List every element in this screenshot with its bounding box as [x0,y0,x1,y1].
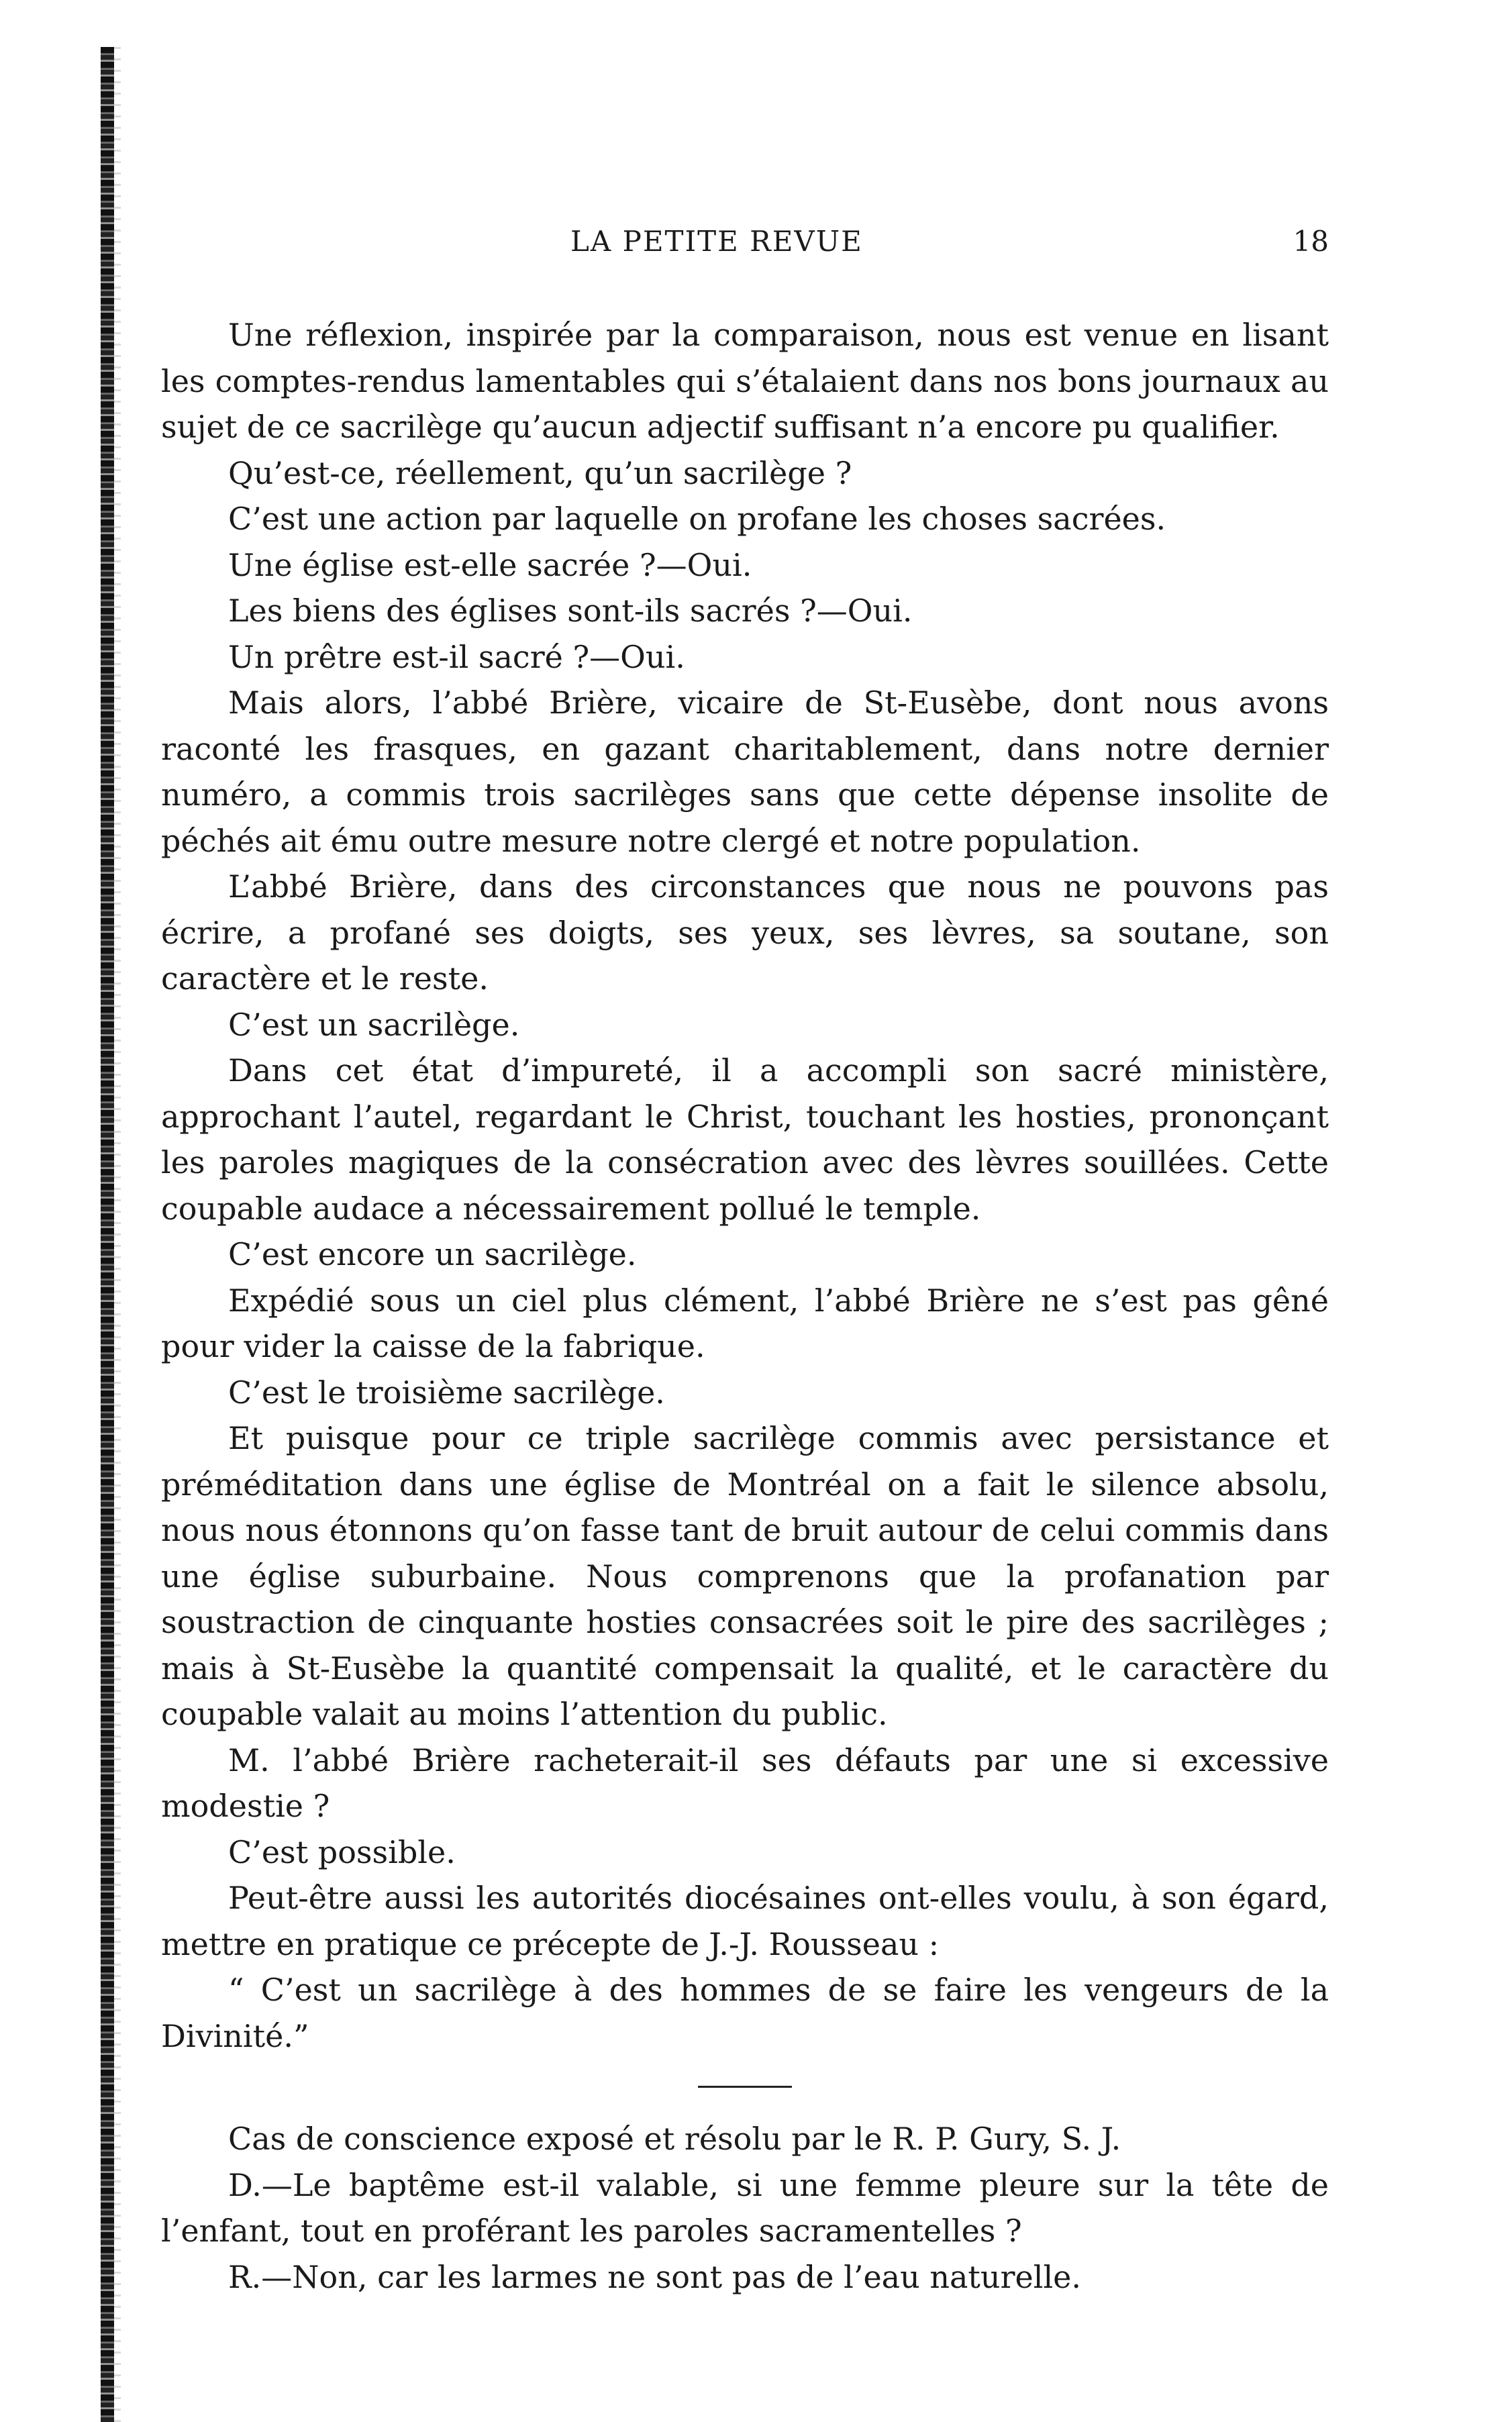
book-binding-edge [101,47,114,2422]
question-paragraph: D.—Le baptême est-il valable, si une femme pleure sur la tête de l’enfant, tout en proférant les paroles sacramentelles ? [161,2166,1329,2249]
article-body [161,312,1329,2300]
section-divider [698,2086,792,2088]
paragraph: C’est encore un sacrilège. [228,1236,637,1272]
paragraph: C’est possible. [228,1833,456,1870]
paragraph: Qu’est-ce, réellement, qu’un sacrilège ? [228,454,852,491]
paragraph: L’abbé Brière, dans des circonstances que nous ne pouvons pas écrire, a profané ses doigts, ses yeux, ses lèvres, sa soutane, son caractère et le reste. [161,868,1329,997]
paragraph: Mais alors, l’abbé Brière, vicaire de St-Eusèbe, dont nous avons raconté les frasques, en gazant charitablement, dans notre dernier numéro, a commis trois sacrilèges sans que cette dépense insolite de péchés ait ému outre mesure notre clergé et notre population. [161,685,1329,859]
binding-shadow [114,47,121,2422]
case-title: Cas de conscience exposé et résolu par le R. P. Gury, S. J. [228,2121,1121,2157]
paragraph: Dans cet état d’impureté, il a accompli son sacré ministère, approchant l’autel, regardant le Christ, touchant les hosties, prononçant les paroles magiques de la consécration avec des lèvres souillées. Cette coupable audace a nécessairement pollué le temple. [161,1052,1329,1227]
paragraph: Un prêtre est-il sacré ?—Oui. [228,638,685,675]
page-number: 18 [1293,225,1329,258]
paragraph: C’est le troisième sacrilège. [228,1374,665,1411]
paragraph: C’est une action par laquelle on profane les choses sacrées. [228,501,1166,537]
paragraph: Et puisque pour ce triple sacrilège commis avec persistance et préméditation dans une église de Montréal on a fait le silence absolu, nous nous étonnons qu’on fasse tant de bruit autour de celui commis dans une église suburbaine. Nous comprenons que la profanation par soustraction de cinquante hosties consacrées soit le pire des sacrilèges ; mais à St-Eusèbe la quantité compensait la qualité, et le caractère du coupable valait au moins l’attention du public. [161,1420,1329,1732]
page-header [161,225,1329,265]
paragraph: M. l’abbé Brière racheterait-il ses défauts par une si excessive modestie ? [161,1742,1329,1824]
paragraph: “ C’est un sacrilège à des hommes de se faire les vengeurs de la Divinité.” [161,1972,1329,2054]
answer-paragraph: R.—Non, car les larmes ne sont pas de l’eau naturelle. [228,2258,1081,2295]
paragraph: Une réflexion, inspirée par la comparaison, nous est venue en lisant les comptes-rendus lamentables qui s’étalaient dans nos bons journaux au sujet de ce sacrilège qu’aucun adjectif suffisant n’a encore pu qualifier. [161,317,1329,445]
paragraph: Les biens des églises sont-ils sacrés ?—Oui. [228,593,913,629]
paragraph: Expédié sous un ciel plus clément, l’abbé Brière ne s’est pas gêné pour vider la caisse de la fabrique. [161,1282,1329,1364]
paragraph: Une église est-elle sacrée ?—Oui. [228,546,752,583]
running-title: LA PETITE REVUE [570,225,863,258]
paragraph: Peut-être aussi les autorités diocésaines ont-elles voulu, à son égard, mettre en pratique ce précepte de J.-J. Rousseau : [161,1880,1329,1962]
paragraph: C’est un sacrilège. [228,1006,520,1043]
